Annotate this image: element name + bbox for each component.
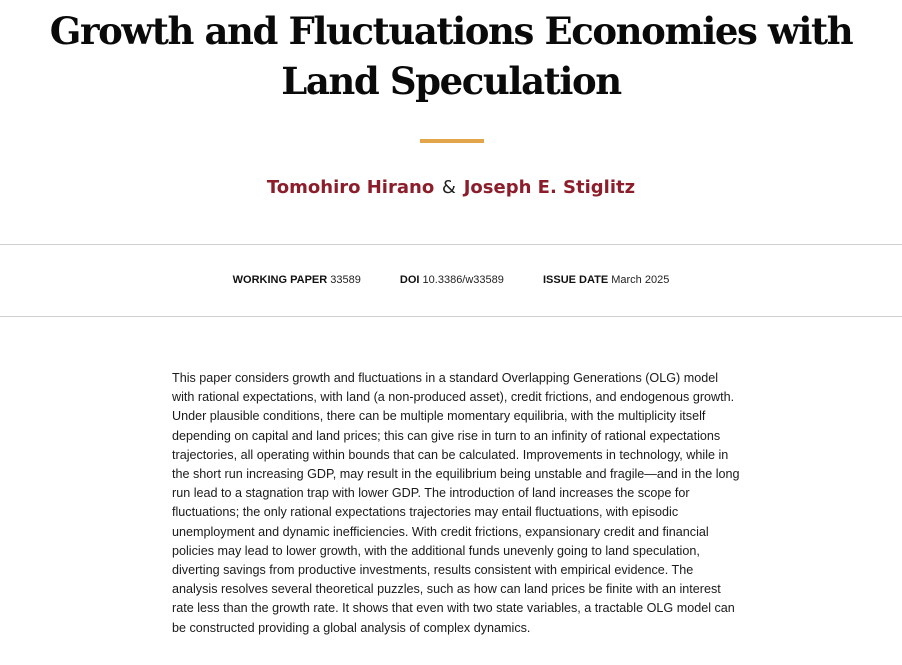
- working-paper-number: [233, 272, 361, 288]
- issue-date-label: ISSUE DATE: [542, 274, 609, 286]
- doi-value[interactable]: 10.3386/w33589: [422, 274, 504, 286]
- working-paper-value: 33589: [330, 274, 361, 286]
- meta-divider-bottom: [0, 316, 902, 317]
- author-list: [0, 175, 902, 201]
- working-paper-label: WORKING PAPER: [232, 274, 328, 286]
- author-link-stiglitz[interactable]: Joseph E. Stiglitz: [463, 177, 636, 198]
- title-accent-rule: [420, 139, 484, 143]
- meta-divider-top: [0, 244, 902, 245]
- author-separator: &: [441, 177, 456, 198]
- abstract-text: This paper considers growth and fluctuations in a standard Overlapping Generations (OLG) model with rational expectations, with land (a non-produced asset), credit frictions, and endogenous growth. Under plausible conditions, there can be multiple momentary equilibria, with the multiplicity itself depending on capital and land prices; this can give rise in turn to an infinity of rational expectations trajectories, all operating within bounds that can be calculated. Improvements in technology, while in the short run increasing GDP, may result in the equilibrium being unstable and fragile—and in the long run lead to a stagnation trap with lower GDP. The introduction of land increases the scope for fluctuations; the only rational expectations trajectories may entail fluctuations, with episodic unemployment and dynamic inefficiencies. With credit frictions, expansionary credit and financial policies may lead to lower growth, with the additional funds unevenly going to land speculation, diverting savings from productive investments, results consistent with empirical evidence. The analysis resolves several theoretical puzzles, such as how can land prices be finite with an interest rate less than the growth rate. It shows that even with two state variables, a tractable OLG model can be constructed providing a global analysis of complex dynamics.: [172, 371, 740, 635]
- issue-date: [543, 272, 669, 288]
- issue-date-value: March 2025: [611, 274, 670, 286]
- author-link-hirano[interactable]: Tomohiro Hirano: [266, 177, 435, 198]
- doi: [400, 272, 504, 288]
- paper-metadata-bar: [0, 272, 902, 288]
- doi-label: DOI: [399, 274, 420, 286]
- paper-title: Growth and Fluctuations Economies with Land Speculation: [49, 9, 853, 103]
